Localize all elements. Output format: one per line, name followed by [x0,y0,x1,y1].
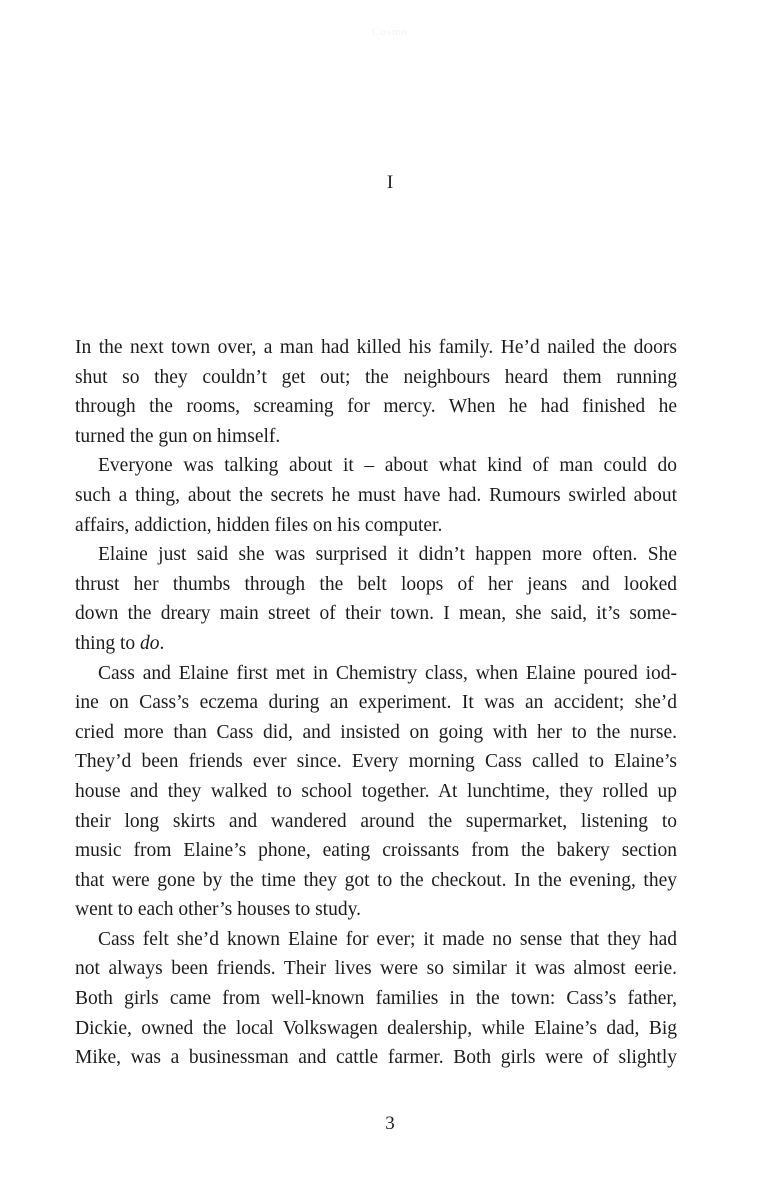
text-line: their long skirts and wandered around the supermarket, listening to [75,810,677,832]
paragraph-1 [75,333,677,451]
running-head: Cosmo [371,26,409,38]
text-line: that were gone by the time they got to the checkout. In the evening, they [75,869,677,891]
text-line: Dickie, owned the local Volkswagen dealership, while Elaine’s dad, Big [75,1017,677,1039]
text-line: Elaine just said she was surprised it didn’t happen more often. She [98,544,677,566]
text-line: turned the gun on himself. [75,425,281,447]
text-line: such a thing, about the secrets he must have had. Rumours swirled about [75,484,677,506]
paragraph-5 [75,925,677,1073]
body-text [75,333,677,1073]
text-line: went to each other’s houses to study. [75,899,361,921]
text-line: cried more than Cass did, and insisted on going with her to the nurse. [75,721,677,743]
text-line: Both girls came from well-known families in the town: Cass’s father, [75,988,677,1010]
text-fragment: thing to [75,632,141,654]
text-line: through the rooms, screaming for mercy. When he had finished he [75,396,677,418]
text-line: affairs, addiction, hidden files on his computer. [75,514,443,536]
text-line: shut so they couldn’t get out; the neighbours heard them running [75,366,677,388]
paragraph-4 [75,659,677,925]
chapter-number: I [386,172,394,193]
page-number: 3 [385,1113,395,1134]
text-line: down the dreary main street of their town. I mean, she said, it’s some- [75,603,677,625]
emphasis-word: do [140,632,160,654]
text-line: They’d been friends ever since. Every morning Cass called to Elaine’s [75,751,677,773]
text-line: thrust her thumbs through the belt loops of her jeans and looked [75,573,677,595]
text-line: Cass and Elaine first met in Chemistry class, when Elaine poured iod- [98,662,677,684]
text-line: house and they walked to school together. At lunchtime, they rolled up [75,780,677,802]
text-fragment: . [159,632,165,654]
text-line: Everyone was talking about it – about what kind of man could do [98,455,677,477]
text-line: Cass felt she’d known Elaine for ever; it made no sense that they had [98,928,677,950]
text-line [75,629,677,659]
paragraph-2 [75,451,677,540]
paragraph-3 [75,540,677,658]
text-line: music from Elaine’s phone, eating croissants from the bakery section [75,840,677,862]
text-line: In the next town over, a man had killed his family. He’d nailed the doors [75,337,677,358]
text-line: not always been friends. Their lives were so similar it was almost eerie. [75,958,677,980]
text-line: Mike, was a businessman and cattle farmer. Both girls were of slightly [75,1047,677,1069]
text-line: ine on Cass’s eczema during an experiment. It was an accident; she’d [75,692,677,714]
